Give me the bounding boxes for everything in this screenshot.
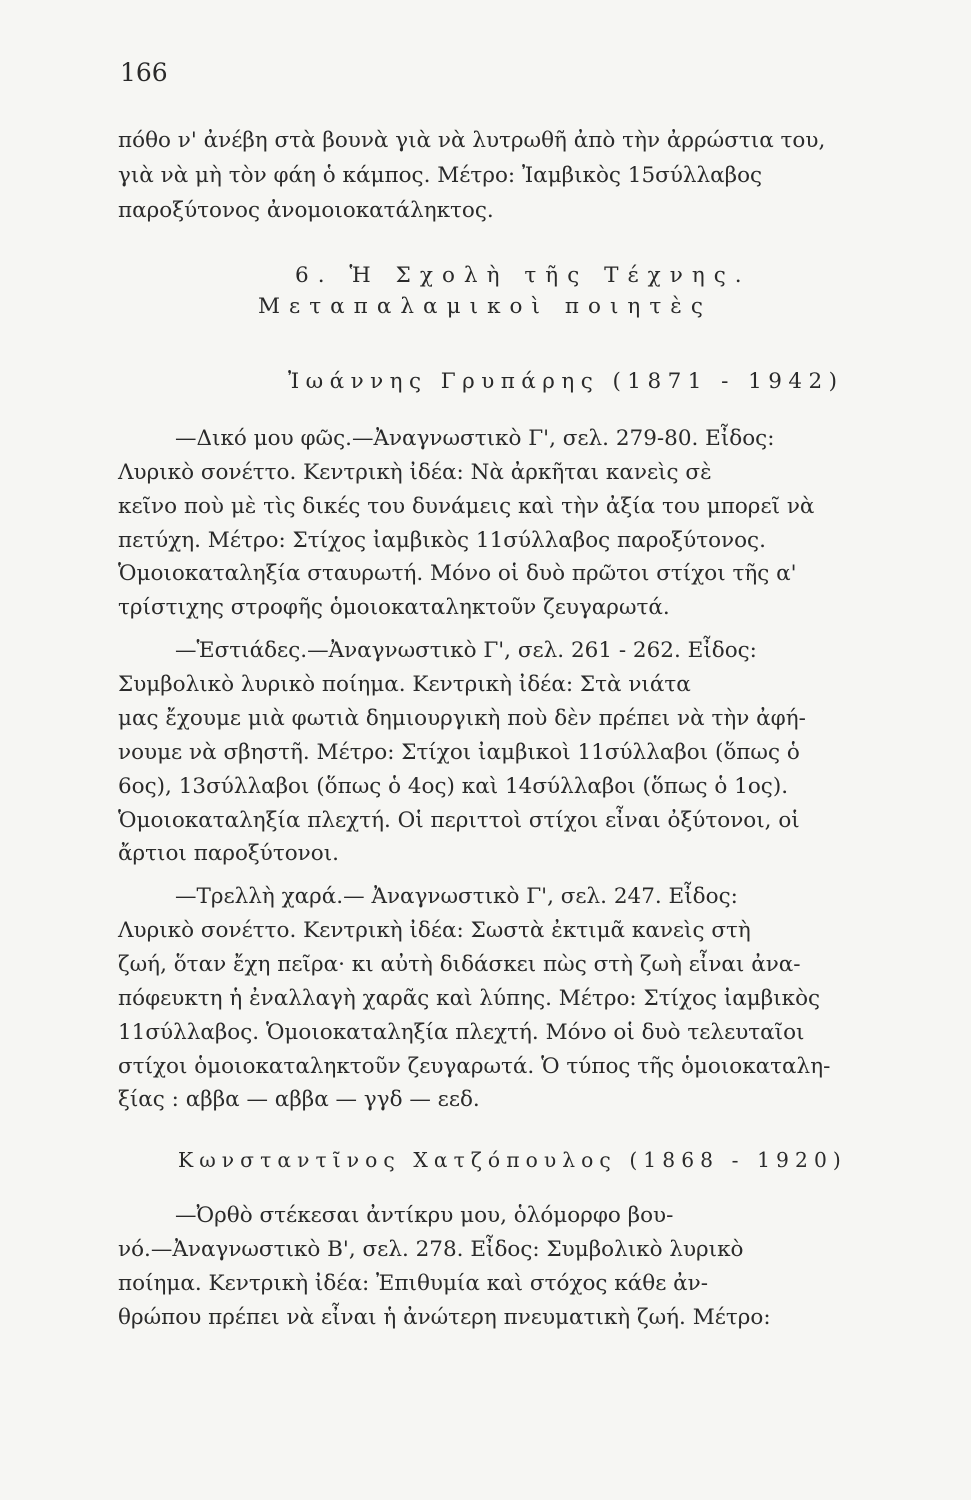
poet-heading: Κωνσταντῖνος Χατζόπουλος (1868 - 1920) <box>178 1148 847 1172</box>
text-line: —Ἑστιάδες.—Ἀναγνωστικὸ Γ', σελ. 261 - 262. Εἶδος: <box>175 638 757 663</box>
text-line: Λυρικὸ σονέττο. Κεντρικὴ ἰδέα: Νὰ ἀρκῆται κανεὶς σὲ <box>118 460 712 485</box>
text-line: ποίημα. Κεντρικὴ ἰδέα: Ἐπιθυμία καὶ στόχος κάθε ἀν- <box>118 1271 709 1296</box>
page-number: 166 <box>120 58 168 87</box>
text-line: πόθο ν' ἀνέβη στὰ βουνὰ γιὰ νὰ λυτρωθῆ ἀπὸ τὴν ἀρρώστια του, <box>118 128 826 153</box>
text-line: ἄρτιοι παροξύτονοι. <box>118 841 339 866</box>
text-line: ξίας : αββα — αββα — γγδ — εεδ. <box>118 1087 480 1112</box>
text-line: πετύχη. Μέτρο: Στίχος ἰαμβικὸς 11σύλλαβος παροξύτονος. <box>118 528 766 553</box>
text-line: ζωή, ὅταν ἔχη πεῖρα· κι αὐτὴ διδάσκει πὼς στὴ ζωὴ εἶναι ἀνα- <box>118 952 801 977</box>
text-line: στίχοι ὁμοιοκαταληκτοῦν ζευγαρωτά. Ὁ τύπος τῆς ὁμοιοκαταλη- <box>118 1054 831 1079</box>
text-line: παροξύτονος ἀνομοιοκατάληκτος. <box>118 198 494 223</box>
section-subheading: Μεταπαλαμικοὶ ποιητὲς <box>258 294 712 319</box>
text-line: 11σύλλαβος. Ὁμοιοκαταληξία πλεχτή. Μόνο οἱ δυὸ τελευταῖοι <box>118 1020 805 1045</box>
text-line: —Δικό μου φῶς.—Ἀναγνωστικὸ Γ', σελ. 279-80. Εἶδος: <box>175 426 775 451</box>
poet-heading: Ἰωάννης Γρυπάρης (1871 - 1942) <box>288 369 844 394</box>
text-line: νό.—Ἀναγνωστικὸ Β', σελ. 278. Εἶδος: Συμβολικὸ λυρικὸ <box>118 1237 744 1262</box>
text-line: πόφευκτη ἡ ἐναλλαγὴ χαρᾶς καὶ λύπης. Μέτρο: Στίχος ἰαμβικὸς <box>118 986 821 1011</box>
text-line: Λυρικὸ σονέττο. Κεντρικὴ ἰδέα: Σωστὰ ἐκτιμᾶ κανεὶς στὴ <box>118 918 751 943</box>
text-line: κεῖνο ποὺ μὲ τὶς δικές του δυνάμεις καὶ τὴν ἀξία του μπορεῖ νὰ <box>118 494 815 519</box>
text-line: —Ὀρθὸ στέκεσαι ἀντίκρυ μου, ὁλόμορφο βου- <box>175 1203 674 1228</box>
section-heading: 6. Ἡ Σχολὴ τῆς Τέχνης. <box>295 263 751 288</box>
text-line: τρίστιχης στροφῆς ὁμοιοκαταληκτοῦν ζευγαρωτά. <box>118 595 670 620</box>
text-line: μας ἔχουμε μιὰ φωτιὰ δημιουργικὴ ποὺ δὲν πρέπει νὰ τὴν ἀφή- <box>118 706 806 731</box>
text-line: Ὁμοιοκαταληξία πλεχτή. Οἱ περιττοὶ στίχοι εἶναι ὀξύτονοι, οἱ <box>118 808 800 833</box>
text-line: 6ος), 13σύλλαβοι (ὅπως ὁ 4ος) καὶ 14σύλλαβοι (ὅπως ὁ 1ος). <box>118 774 789 799</box>
text-line: νουμε νὰ σβηστῆ. Μέτρο: Στίχοι ἰαμβικοὶ 11σύλλαβοι (ὅπως ὁ <box>118 740 800 765</box>
text-line: θρώπου πρέπει νὰ εἶναι ἡ ἀνώτερη πνευματικὴ ζωή. Μέτρο: <box>118 1305 771 1330</box>
text-line: Συμβολικὸ λυρικὸ ποίημα. Κεντρικὴ ἰδέα: Στὰ νιάτα <box>118 672 691 697</box>
text-line: Ὁμοιοκαταληξία σταυρωτή. Μόνο οἱ δυὸ πρῶτοι στίχοι τῆς α' <box>118 561 797 586</box>
text-line: γιὰ νὰ μὴ τὸν φάη ὁ κάμπος. Μέτρο: Ἰαμβικὸς 15σύλλαβος <box>118 163 763 188</box>
text-line: —Τρελλὴ χαρά.— Ἀναγνωστικὸ Γ', σελ. 247. Εἶδος: <box>175 884 738 909</box>
